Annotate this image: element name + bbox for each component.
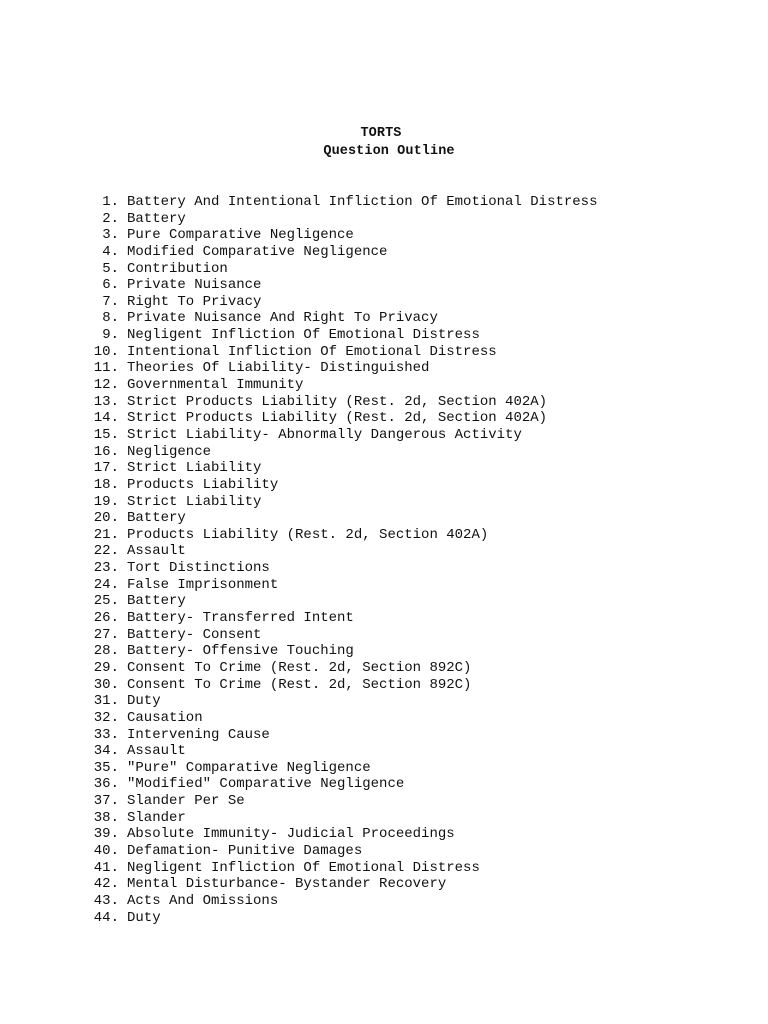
outline-item-text: Contribution [127,260,228,277]
outline-item-number: 32. [93,709,119,726]
outline-item-number: 42. [93,876,119,893]
outline-item-number: 28. [93,643,119,660]
outline-item-text: Intervening Cause [127,726,270,743]
outline-item-number: 35. [93,759,119,776]
outline-item-text: Strict Liability [127,493,262,510]
outline-item [86,893,597,910]
outline-item-number: 6. [102,277,119,294]
outline-item [86,843,597,860]
outline-item [86,394,597,411]
outline-item [86,860,597,877]
outline-item-number: 31. [93,693,119,710]
outline-item-number: 41. [93,859,119,876]
outline-item-number: 3. [102,227,119,244]
outline-item-number: 19. [93,493,119,510]
outline-item-text: Battery [127,510,186,527]
outline-item-text: Strict Liability [127,460,262,477]
outline-item-number: 26. [93,610,119,627]
outline-item-number: 5. [102,260,119,277]
outline-item [86,577,597,594]
outline-item-text: Strict Products Liability (Rest. 2d, Section 402A) [127,393,548,410]
outline-item-number: 39. [93,826,119,843]
outline-item-text: Strict Products Liability (Rest. 2d, Section 402A) [127,410,548,427]
outline-item [86,776,597,793]
outline-item-text: Private Nuisance And Right To Privacy [127,310,438,327]
outline-item-text: Slander [127,809,186,826]
outline-item [86,876,597,893]
outline-item-number: 44. [93,909,119,926]
outline-item-text: Battery- Transferred Intent [127,610,354,627]
outline-item [86,810,597,827]
outline-item [86,643,597,660]
outline-item [86,477,597,494]
outline-item-text: Defamation- Punitive Damages [127,842,363,859]
question-outline-list [86,194,597,926]
outline-item-number: 29. [93,659,119,676]
outline-item-number: 9. [102,327,119,344]
outline-item-number: 12. [93,377,119,394]
outline-item-number: 16. [93,443,119,460]
outline-item-text: Theories Of Liability- Distinguished [127,360,430,377]
outline-item-number: 22. [93,543,119,560]
outline-item-number: 24. [93,576,119,593]
outline-item-text: Negligent Infliction Of Emotional Distress [127,859,480,876]
outline-item-number: 14. [93,410,119,427]
outline-item-text: Right To Privacy [127,293,262,310]
outline-item [86,677,597,694]
outline-item-text: Battery And Intentional Infliction Of Emotional Distress [127,194,598,210]
outline-item-text: Products Liability [127,476,279,493]
outline-item [86,693,597,710]
outline-item-number: 43. [93,892,119,909]
outline-item-number: 34. [93,743,119,760]
outline-item [86,760,597,777]
outline-item-text: Intentional Infliction Of Emotional Distress [127,343,497,360]
outline-item [86,610,597,627]
outline-item-number: 23. [93,560,119,577]
outline-item [86,327,597,344]
outline-item [86,211,597,228]
outline-item [86,527,597,544]
outline-item-text: Negligence [127,443,212,460]
outline-item-number: 37. [93,793,119,810]
outline-item-text: Duty [127,693,161,710]
outline-item-number: 18. [93,476,119,493]
outline-item-text: Battery- Offensive Touching [127,643,354,660]
outline-item [86,377,597,394]
outline-item-number: 21. [93,526,119,543]
outline-item-number: 10. [93,343,119,360]
outline-item [86,277,597,294]
outline-item [86,194,597,211]
outline-item-number: 20. [93,510,119,527]
outline-item [86,710,597,727]
outline-item-text: Pure Comparative Negligence [127,227,354,244]
outline-item-text: Battery [127,593,186,610]
outline-item [86,727,597,744]
document-subtitle: Question Outline [323,144,455,159]
outline-item-text: Private Nuisance [127,277,262,294]
outline-item-text: Mental Disturbance- Bystander Recovery [127,876,447,893]
outline-item-text: Modified Comparative Negligence [127,243,388,260]
outline-item-text: Products Liability (Rest. 2d, Section 402A) [127,526,489,543]
outline-item-text: Causation [127,709,203,726]
outline-item [86,444,597,461]
outline-item-number: 13. [93,393,119,410]
outline-item-number: 40. [93,842,119,859]
outline-item-number: 2. [102,210,119,227]
outline-item [86,593,597,610]
outline-item-number: 11. [93,360,119,377]
outline-item-number: 17. [93,460,119,477]
outline-item [86,793,597,810]
outline-item [86,360,597,377]
outline-item [86,560,597,577]
outline-item-text: Negligent Infliction Of Emotional Distress [127,327,480,344]
outline-item-text: "Pure" Comparative Negligence [127,759,371,776]
outline-item [86,510,597,527]
outline-item [86,627,597,644]
outline-item-number: 38. [93,809,119,826]
outline-item-text: Duty [127,909,161,926]
outline-item-text: False Imprisonment [127,576,279,593]
outline-item [86,410,597,427]
outline-item-text: Acts And Omissions [127,892,279,909]
outline-item-text: Assault [127,543,186,560]
outline-item-number: 30. [93,676,119,693]
outline-item [86,460,597,477]
outline-item [86,310,597,327]
outline-item [86,660,597,677]
outline-item-text: Battery [127,210,186,227]
outline-item-text: Absolute Immunity- Judicial Proceedings [127,826,455,843]
outline-item-number: 4. [102,243,119,260]
outline-item-number: 25. [93,593,119,610]
outline-item [86,427,597,444]
outline-item [86,261,597,278]
outline-item [86,344,597,361]
outline-item [86,244,597,261]
outline-item [86,543,597,560]
outline-item-number: 36. [93,776,119,793]
outline-item [86,494,597,511]
outline-item-number: 8. [102,310,119,327]
document-title: TORTS [360,126,402,141]
outline-item-number: 33. [93,726,119,743]
outline-item-text: Assault [127,743,186,760]
outline-item-text: Battery- Consent [127,626,262,643]
outline-item [86,743,597,760]
outline-item-text: "Modified" Comparative Negligence [127,776,405,793]
outline-item-number: 1. [102,194,119,210]
outline-item-number: 7. [102,293,119,310]
outline-item-text: Strict Liability- Abnormally Dangerous Activity [127,426,522,443]
outline-item-number: 27. [93,626,119,643]
outline-item-text: Governmental Immunity [127,377,304,394]
outline-item [86,910,597,927]
outline-item [86,294,597,311]
outline-item-text: Consent To Crime (Rest. 2d, Section 892C) [127,676,472,693]
outline-item-text: Consent To Crime (Rest. 2d, Section 892C) [127,659,472,676]
outline-item-text: Slander Per Se [127,793,245,810]
outline-item [86,227,597,244]
outline-item-text: Tort Distinctions [127,560,270,577]
outline-item-number: 15. [93,426,119,443]
outline-item [86,826,597,843]
